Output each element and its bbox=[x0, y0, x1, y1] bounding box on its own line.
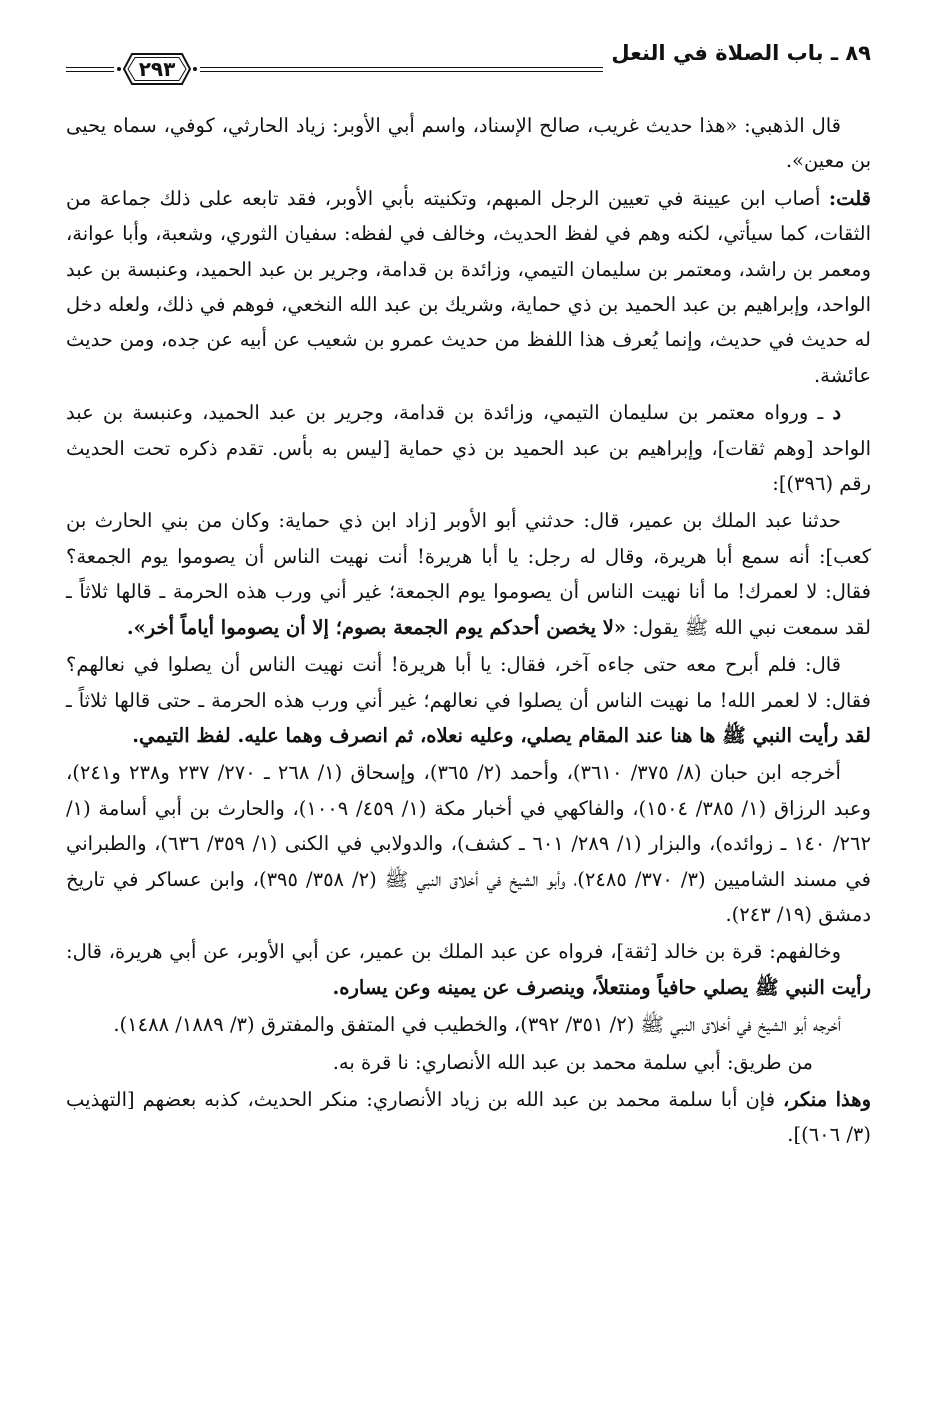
text-run: فإن أبا سلمة محمد بن عبد الله بن زياد الأنصاري: منكر الحديث، كذبه بعضهم [التهذيب (٣/ ٦٠٦)]. bbox=[66, 1087, 871, 1147]
paragraph-9 bbox=[66, 1045, 871, 1080]
hadith-text: رأيت النبي ﷺ يصلي حافياً ومنتعلاً، وينصرف عن يمينه وعن يساره. bbox=[332, 975, 871, 999]
paragraph-6 bbox=[66, 755, 871, 932]
paragraph-1 bbox=[66, 108, 871, 179]
text-run: قال الذهبي: «هذا حديث غريب، صالح الإسناد، واسم أبي الأوبر: زياد الحارثي، كوفي، سماه يحيى بن معين». bbox=[66, 114, 871, 173]
text-run: أخرجه ابن حبان (٨/ ٣٧٥/ ٣٦١٠)، وأحمد (٢/ ٣٦٥)، وإسحاق (١/ ٢٦٨ ـ ٢٧٠/ ٢٣٧ و٢٣٨ و٢٤١)، وعبد الرزاق (١/ ٣٨٥/ ١٥٠٤)، والفاكهي في أخبار مكة (١/ ٤٥٩/ ١٠٠٩)، والحارث بن أبي أسامة (١/ ٢٦٢/ ١٤٠ ـ زوائده)، والبزار (١/ ٢٨٩/ ٦٠١ ـ كشف)، والدولابي في الكنى (١/ ٣٥٩/ ٦٣٦)، والطبراني في مسند الشاميين (٣/ ٣٧٠/ ٢٤٨٥)، وأبو الشيخ في أخلاق النبي ﷺ (٢/ ٣٥٨/ ٣٩٥)، وابن عساكر في تاريخ دمشق (١٩/ ٢٤٣). bbox=[66, 761, 871, 926]
text-run: قال: فلم أبرح معه حتى جاءه آخر، فقال: يا أبا هريرة! أنت نهيت الناس أن يصلوا في نعالهم؟ فقال: لا لعمر الله! ما نهيت الناس أن يصلوا في نعالهم؛ غير أني ورب هذه الحرمة ـ حتى قالها ثلاثاً ـ bbox=[66, 653, 871, 712]
paragraph-5 bbox=[66, 647, 871, 753]
lead-word: د bbox=[832, 401, 841, 425]
text-run: وخالفهم: قرة بن خالد [ثقة]، فرواه عن عبد الملك بن عمير، عن أبي الأوبر، عن أبي هريرة، قال: bbox=[66, 940, 841, 964]
header-rule bbox=[200, 67, 603, 72]
lead-word: قلت: bbox=[828, 186, 871, 210]
body-text bbox=[66, 108, 871, 1155]
header-rule-left bbox=[66, 67, 114, 72]
paragraph-7 bbox=[66, 934, 871, 1005]
text-run: أخرجه أبو الشيخ في أخلاق النبي ﷺ (٢/ ٣٥١/ ٣٩٢)، والخطيب في المتفق والمفترق (٣/ ١٨٨٩/ ١٤٨٨). bbox=[113, 1013, 841, 1037]
page-number-badge bbox=[114, 50, 200, 88]
text-run: من طريق: أبي سلمة محمد بن عبد الله الأنصاري: نا قرة به. bbox=[332, 1050, 813, 1074]
paragraph-2 bbox=[66, 181, 871, 393]
paragraph-4 bbox=[66, 503, 871, 645]
paragraph-3 bbox=[66, 395, 871, 501]
hadith-text: لقد رأيت النبي ﷺ ها هنا عند المقام يصلي، وعليه نعلاه، ثم انصرف وهما عليه. لفظ التيمي. bbox=[132, 723, 871, 747]
text-run: حدثنا عبد الملك بن عمير، قال: حدثني أبو الأوبر [زاد ابن ذي حماية: وكان من بني الحارث بن كعب]: أنه سمع أبا هريرة، وقال له رجل: يا أبا هريرة! أنت نهيت الناس أن يصوموا يوم الجمعة؟ فقال: لا لعمرك! ما أنا نهيت الناس أن يصوموا يوم الجمعة؛ غير أني ورب هذه الحرمة ـ قالها ثلاثاً ـ لقد سمعت نبي الله ﷺ يقول: bbox=[66, 509, 871, 639]
hadith-text: «لا يخصن أحدكم يوم الجمعة بصوم؛ إلا أن يصوموا أياماً أخر». bbox=[126, 615, 627, 639]
paragraph-8 bbox=[66, 1007, 871, 1042]
paragraph-10 bbox=[66, 1082, 871, 1153]
lead-word: وهذا منكر، bbox=[782, 1087, 871, 1111]
chapter-title: ٨٩ ـ باب الصلاة في النعل bbox=[611, 41, 871, 65]
page-number: ٢٩٣ bbox=[138, 57, 176, 81]
text-run: ـ ورواه معتمر بن سليمان التيمي، وزائدة بن قدامة، وجرير بن عبد الحميد، وعنبسة بن عبد الواحد [وهم ثقات]، وإبراهيم بن عبد الحميد بن ذي حماية [ليس به بأس. تقدم ذكره تحت الحديث رقم (٣٩٦)]: bbox=[66, 401, 871, 496]
text-run: أصاب ابن عيينة في تعيين الرجل المبهم، وتكنيته بأبي الأوبر، فقد تابعه على ذلك جماعة من الثقات، كما سيأتي، لكنه وهم في لفظ الحديث، وخالف في لفظه: سفيان الثوري، وشعبة، وأبا عوانة، ومعمر بن راشد، ومعتمر بن سليمان التيمي، وزائدة بن قدامة، وجرير بن عبد الحميد، وعنبسة بن عبد الواحد، وإبراهيم بن عبد الحميد بن ذي حماية، وشريك بن عبد الله النخعي، فوهم في ذلك، ولعله دخل له حديث في حديث، وإنما يُعرف هذا اللفظ من حديث عمرو بن شعيب عن أبيه عن جده، ومن حديث عائشة. bbox=[66, 186, 871, 387]
